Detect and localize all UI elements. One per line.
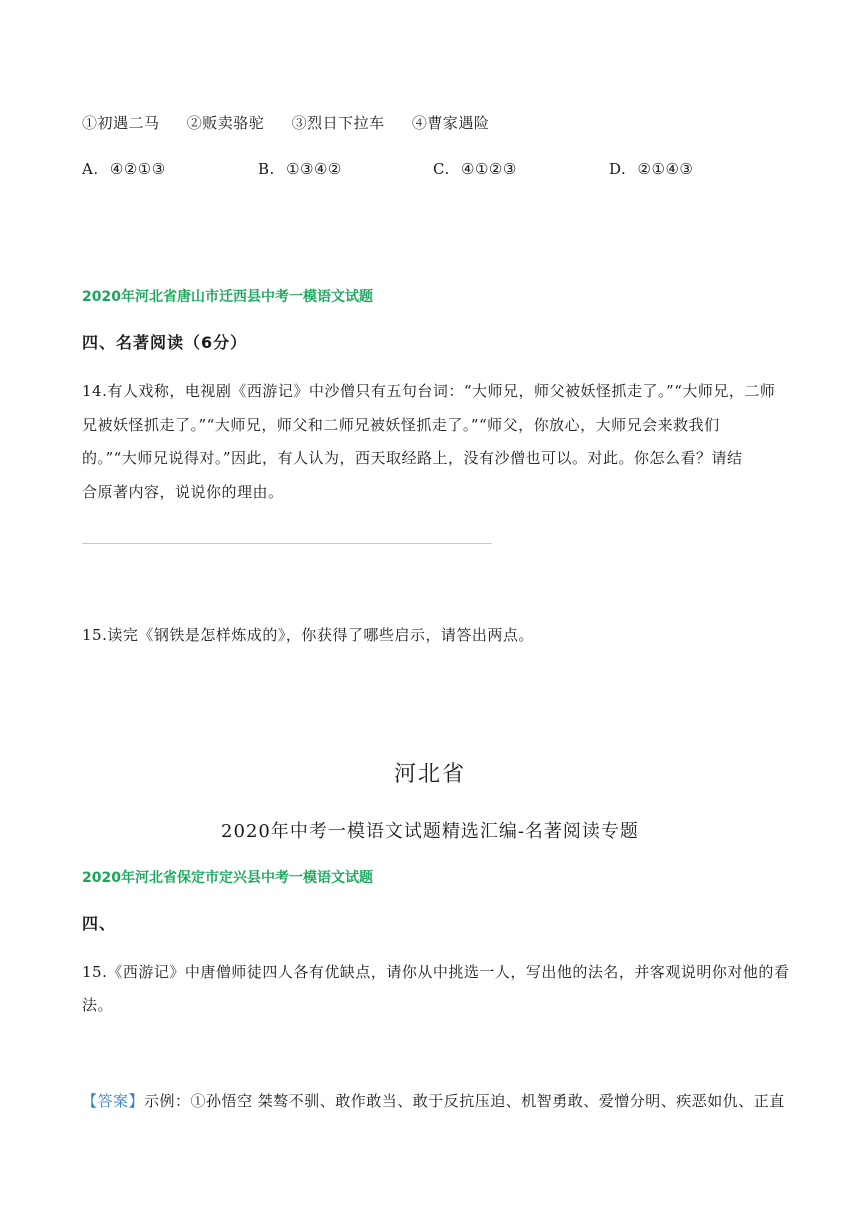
section-heading-2: 四、 bbox=[82, 914, 117, 933]
q14-line-3: 的。”“大师兄说得对。”因此，有人认为，西天取经路上，没有沙僧也可以。对此。你怎么看？请结 bbox=[82, 449, 743, 467]
answer-text: 示例：①孙悟空 桀骜不驯、敢作敢当、敢于反抗压迫、机智勇敢、爱憎分明、疾恶如仇、正直 bbox=[144, 1092, 785, 1110]
page-subtitle: 2020年中考一模语文试题精选汇编-名著阅读专题 bbox=[221, 821, 639, 842]
q13-items bbox=[82, 112, 489, 133]
q13-item-4: ④曹家遇险 bbox=[411, 114, 490, 132]
q13-item-3: ③烈日下拉车 bbox=[291, 114, 385, 132]
source-heading-2: 2020年河北省保定市定兴县中考一模语文试题 bbox=[82, 870, 373, 886]
answer-line bbox=[82, 543, 492, 544]
q15-journey-line-2: 法。 bbox=[82, 996, 114, 1014]
option-value: ①③④② bbox=[286, 160, 342, 178]
answer-line-1 bbox=[82, 1090, 785, 1111]
q14-line-1: 14.有人戏称，电视剧《西游记》中沙僧只有五句台词：“大师兄，师父被妖怪抓走了。”“大师兄，二师 bbox=[82, 382, 776, 400]
q14-line-2: 兄被妖怪抓走了。”“大师兄，师父和二师兄被妖怪抓走了。”“师父，你放心，大师兄会来救我们 bbox=[82, 416, 720, 434]
section-heading-1: 四、名著阅读（6分） bbox=[82, 333, 248, 352]
option-letter: A. bbox=[82, 160, 99, 178]
q14-line-4: 合原著内容，说说你的理由。 bbox=[82, 483, 284, 501]
option-letter: D. bbox=[609, 160, 627, 178]
q13-option-a bbox=[82, 160, 166, 178]
q13-option-b bbox=[258, 160, 342, 178]
q13-option-d bbox=[609, 160, 693, 178]
source-heading-1: 2020年河北省唐山市迁西县中考一模语文试题 bbox=[82, 289, 373, 305]
q15-journey-line-1: 15.《西游记》中唐僧师徒四人各有优缺点，请你从中挑选一人，写出他的法名，并客观说明你对他的看 bbox=[82, 963, 790, 981]
q13-option-c bbox=[433, 160, 517, 178]
option-letter: B. bbox=[258, 160, 275, 178]
option-value: ④②①③ bbox=[109, 160, 166, 178]
page-title: 河北省 bbox=[393, 762, 466, 787]
option-letter: C. bbox=[433, 160, 450, 178]
answer-tag: 【答案】 bbox=[82, 1092, 145, 1110]
q15-steel: 15.读完《钢铁是怎样炼成的》，你获得了哪些启示，请答出两点。 bbox=[82, 626, 534, 644]
q13-item-2: ②贩卖骆驼 bbox=[186, 114, 265, 132]
q13-item-1: ①初遇二马 bbox=[82, 114, 160, 132]
option-value: ④①②③ bbox=[461, 160, 517, 178]
option-value: ②①④③ bbox=[637, 160, 694, 178]
